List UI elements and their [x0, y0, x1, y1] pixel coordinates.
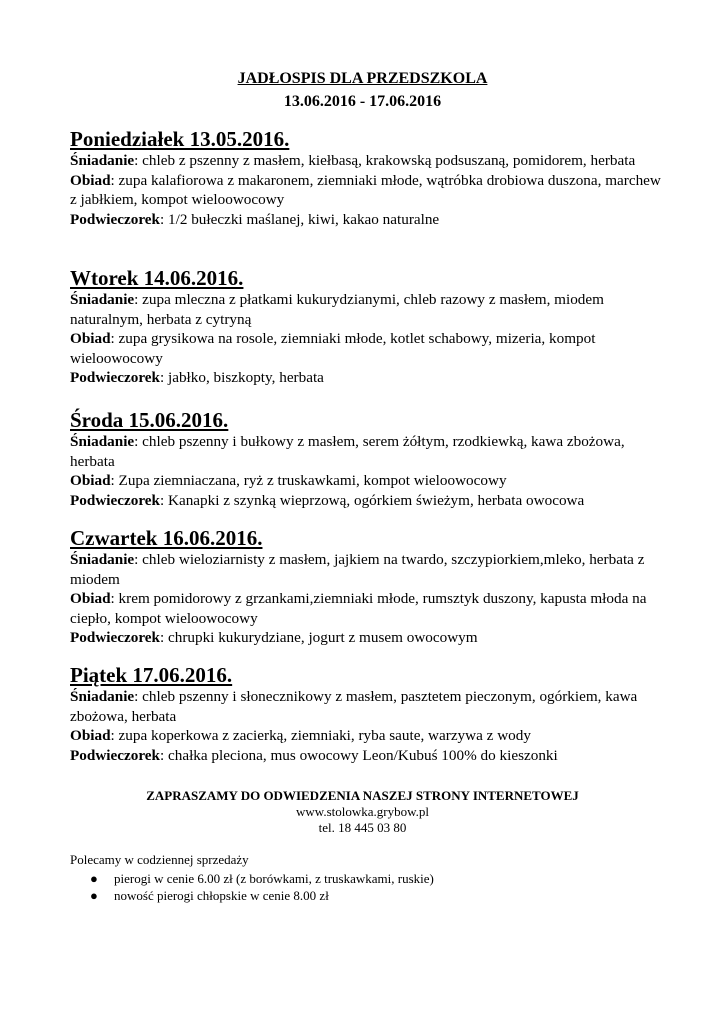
snack-text: : Kanapki z szynką wieprzową, ogórkiem świeżym, herbata owocowa	[159, 491, 585, 509]
day-heading: Środa 15.06.2016.	[70, 408, 229, 432]
lunch-label: Obiad	[70, 590, 111, 608]
breakfast-text: : zupa mleczna z płatkami kukurydzianymi, chleb razowy z masłem, miodem naturalnym, herbata z cytryną	[70, 291, 604, 328]
lunch-label: Obiad	[70, 727, 111, 745]
breakfast-text: : chleb z pszenny z masłem, kiełbasą, krakowską podsuszaną, pomidorem, herbata	[134, 152, 636, 169]
day-heading: Piątek 17.06.2016.	[70, 663, 233, 687]
day-monday	[70, 127, 670, 229]
lunch-line	[70, 589, 670, 628]
breakfast-label: Śniadanie	[70, 688, 135, 705]
breakfast-line	[70, 151, 670, 171]
lunch-line	[70, 726, 670, 746]
day-heading: Poniedziałek 13.05.2016.	[70, 127, 290, 151]
list-item	[70, 887, 434, 904]
snack-text: : jabłko, biszkopty, herbata	[159, 369, 324, 387]
lunch-text: : krem pomidorowy z grzankami,ziemniaki młode, rumsztyk duszony, kapusta młoda na ciepło, kompot wieloowocowy	[70, 590, 647, 627]
day-wednesday	[70, 408, 670, 510]
snack-line	[70, 210, 670, 230]
phone-number: tel. 18 445 03 80	[318, 820, 407, 835]
daily-offer	[70, 852, 434, 904]
website-invitation: ZAPRASZAMY DO ODWIEDZENIA NASZEJ STRONY INTERNETOWEJ	[146, 788, 579, 803]
snack-label: Podwieczorek	[70, 369, 160, 387]
breakfast-label: Śniadanie	[70, 433, 135, 450]
list-item	[70, 870, 434, 887]
breakfast-line	[70, 687, 670, 726]
lunch-text: : zupa kalafiorowa z makaronem, ziemniaki młode, wątróbka drobiowa duszona, marchew z jabłkiem, kompot wieloowocowy	[70, 171, 661, 209]
lunch-text: : zupa grysikowa na rosole, ziemniaki młode, kotlet schabowy, mizeria, kompot wieloowocowy	[70, 330, 596, 367]
day-heading: Czwartek 16.06.2016.	[70, 526, 263, 550]
breakfast-label: Śniadanie	[70, 551, 135, 568]
lunch-line	[70, 171, 670, 210]
bullet-icon: ●	[90, 871, 98, 886]
lunch-label: Obiad	[70, 330, 111, 348]
breakfast-label: Śniadanie	[70, 291, 135, 308]
website-link[interactable]: www.stolowka.grybow.pl	[296, 804, 429, 819]
date-range: 13.06.2016 - 17.06.2016	[283, 93, 442, 110]
lunch-text: : zupa koperkowa z zacierką, ziemniaki, ryba saute, warzywa z wody	[110, 727, 531, 745]
breakfast-line	[70, 290, 670, 329]
snack-line	[70, 746, 670, 766]
snack-label: Podwieczorek	[70, 629, 160, 647]
list-item-text: pierogi w cenie 6.00 zł (z borówkami, z truskawkami, ruskie)	[114, 871, 434, 886]
bullet-icon: ●	[90, 888, 98, 903]
lunch-label: Obiad	[70, 472, 111, 490]
snack-line	[70, 368, 670, 388]
snack-line	[70, 628, 670, 648]
breakfast-line	[70, 432, 670, 471]
lunch-text: : Zupa ziemniaczana, ryż z truskawkami, kompot wieloowocowy	[110, 472, 507, 490]
snack-label: Podwieczorek	[70, 491, 160, 509]
lunch-label: Obiad	[70, 171, 111, 189]
page-title: JADŁOSPIS DLA PRZEDSZKOLA	[237, 70, 488, 87]
daily-offer-intro: Polecamy w codziennej sprzedaży	[70, 852, 249, 867]
breakfast-text: : chleb pszenny i słonecznikowy z masłem, pasztetem pieczonym, ogórkiem, kawa zbożowa, herbata	[70, 688, 638, 725]
snack-text: : chrupki kukurydziane, jogurt z musem owocowym	[159, 629, 478, 647]
breakfast-text: : chleb wieloziarnisty z masłem, jajkiem na twardo, szczypiorkiem,mleko, herbata z miodem	[70, 551, 645, 588]
day-thursday	[70, 526, 670, 648]
breakfast-line	[70, 550, 670, 589]
snack-text: : chałka pleciona, mus owocowy Leon/Kubuś 100% do kieszonki	[159, 746, 558, 764]
day-heading: Wtorek 14.06.2016.	[70, 266, 244, 290]
breakfast-label: Śniadanie	[70, 152, 135, 169]
list-item-text: nowość pierogi chłopskie w cenie 8.00 zł	[114, 888, 329, 903]
snack-text: : 1/2 bułeczki maślanej, kiwi, kakao naturalne	[159, 210, 440, 228]
snack-line	[70, 491, 670, 511]
daily-offer-list	[70, 870, 434, 904]
day-friday	[70, 663, 670, 765]
snack-label: Podwieczorek	[70, 746, 160, 764]
snack-label: Podwieczorek	[70, 210, 160, 228]
lunch-line	[70, 329, 670, 368]
breakfast-text: : chleb pszenny i bułkowy z masłem, serem żółtym, rzodkiewką, kawa zbożowa, herbata	[70, 433, 625, 470]
lunch-line	[70, 471, 670, 491]
day-tuesday	[70, 266, 670, 388]
